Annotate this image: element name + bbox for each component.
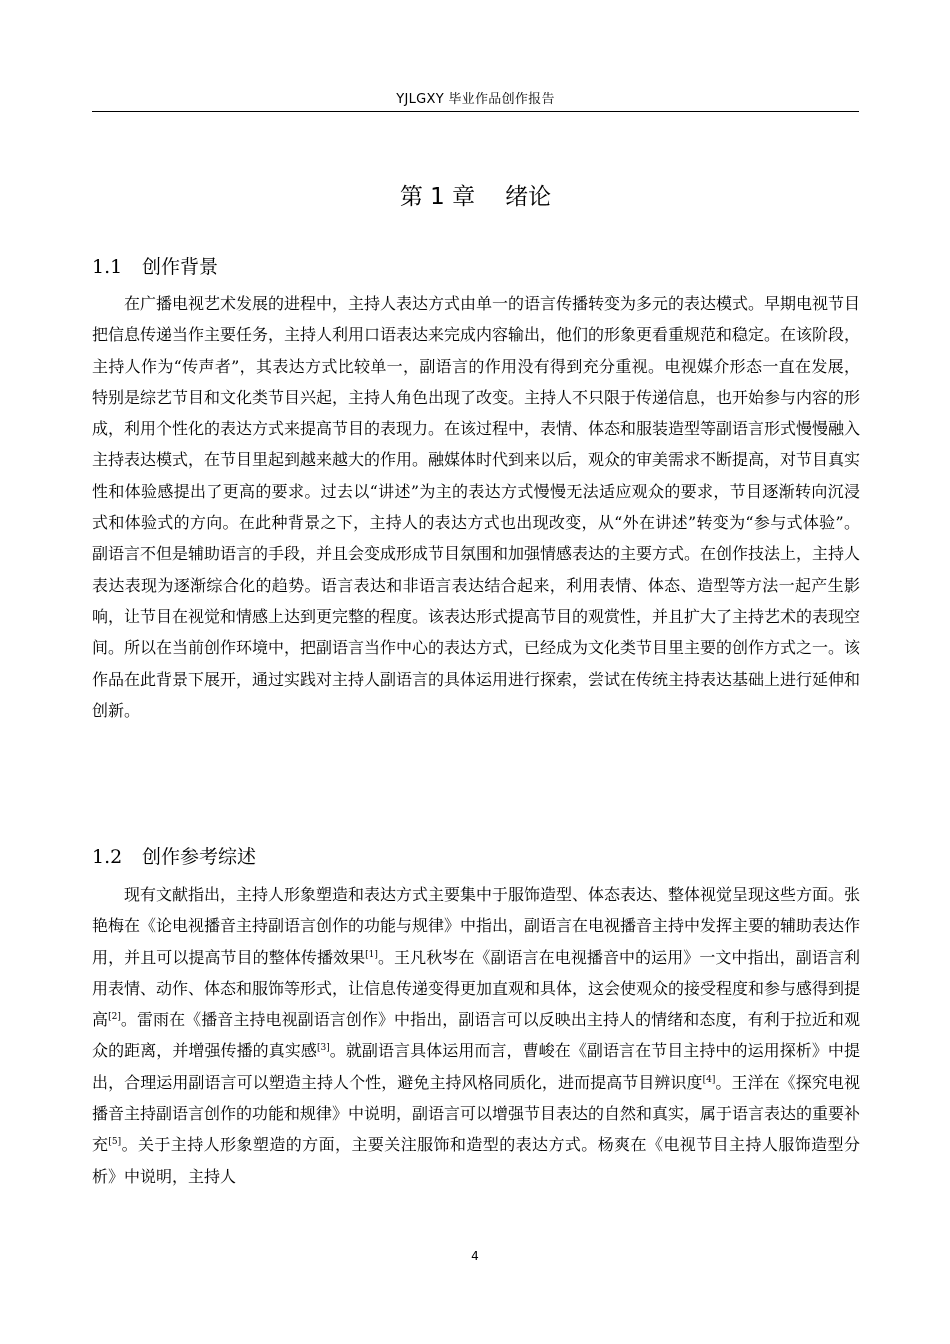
text-run: 。就副语言具体运用而言，曹峻在《副语言在节目主持中的运用探析》中提出，合理运用副语言可以塑造主持人个性，避免主持风格同质化，进而提高节目辨识度 (92, 1041, 860, 1092)
citation-mark[interactable]: [1] (365, 949, 378, 960)
header-rule (92, 111, 859, 112)
chapter-name: 绪论 (505, 184, 552, 210)
section-title: 创作参考综述 (142, 846, 257, 868)
text-run: 。王洋在《探究电视播音主持副语言创作的功能和规律》中说明，副语言可以增强节目表达的自然和真实，属于语言表达的重要补充 (92, 1072, 861, 1155)
section-number: 1.1 (92, 256, 123, 278)
section-title: 创作背景 (142, 256, 219, 278)
section-number: 1.2 (92, 846, 123, 868)
section-heading-1-2 (92, 842, 256, 869)
text-run: 。雷雨在《播音主持电视副语言创作》中指出，副语言可以反映出主持人的情绪和态度，有利于拉近和观众的距离，并增强传播的真实感 (92, 1010, 860, 1061)
text-run: 现有文献指出，主持人形象塑造和表达方式主要集中于服饰造型、体态表达、整体视觉呈现这些方面。张艳梅在《论电视播音主持副语言创作的功能与规律》中指出，副语言在电视播音主持中发挥主要的辅助表达作用，并且可以提高节目的整体传播效果 (92, 885, 861, 967)
citation-mark[interactable]: [5] (108, 1137, 122, 1148)
chapter-label: 第 1 章 (399, 184, 476, 210)
citation-mark[interactable]: [3] (316, 1043, 330, 1054)
page-number: 4 (471, 1249, 479, 1263)
paragraph-creation-background: 在广播电视艺术发展的进程中，主持人表达方式由单一的语言传播转变为多元的表达模式。早期电视节目把信息传递当作主要任务，主持人利用口语表达来完成内容输出，他们的形象更看重规范和稳定。在该阶段，主持人作为“传声者”，其表达方式比较单一，副语言的作用没有得到充分重视。电视媒介形态一直在发展，特别是综艺节目和文化类节目兴起，主持人角色出现了改变。主持人不只限于传递信息，也开始参与内容的形成，利用个性化的表达方式来提高节目的表现力。在该过程中，表情、体态和服装造型等副语言形式慢慢融入主持表达模式，在节目里起到越来越大的作用。融媒体时代到来以后，观众的审美需求不断提高，对节目真实性和体验感提出了更高的要求。过去以“讲述”为主的表达方式慢慢无法适应观众的要求，节目逐渐转向沉浸式和体验式的方向。在此种背景之下，主持人的表达方式也出现改变，从“外在讲述”转变为“参与式体验”。副语言不但是辅助语言的手段，并且会变成形成节目氛围和加强情感表达的主要方式。在创作技法上，主持人表达表现为逐渐综合化的趋势。语言表达和非语言表达结合起来，利用表情、体态、造型等方法一起产生影响，让节目在视觉和情感上达到更完整的程度。该表达形式提高节目的观赏性，并且扩大了主持艺术的表现空间。所以在当前创作环境中，把副语言当作中心的表达方式，已经成为文化类节目里主要的创作方式之一。该作品在此背景下展开，通过实践对主持人副语言的具体运用进行探索，尝试在传统主持表达基础上进行延伸和创新。 (92, 294, 861, 720)
citation-mark[interactable]: [4] (702, 1074, 716, 1085)
running-header: YJLGXY 毕业作品创作报告 (396, 92, 555, 107)
chapter-title (92, 178, 859, 211)
paragraph-reference-review (92, 879, 860, 1192)
text-run: 。关于主持人形象塑造的方面，主要关注服饰和造型的表达方式。杨爽在《电视节目主持人服饰造型分析》中说明，主持人 (92, 1135, 860, 1186)
citation-mark[interactable]: [2] (108, 1012, 121, 1023)
section-heading-1-1 (92, 252, 218, 279)
text-run: 。王凡秋岑在《副语言在电视播音中的运用》一文中指出，副语言利用表情、动作、体态和服饰等形式，让信息传递变得更加直观和具体，这会使观众的接受程度和参与感得到提高 (92, 947, 861, 1030)
